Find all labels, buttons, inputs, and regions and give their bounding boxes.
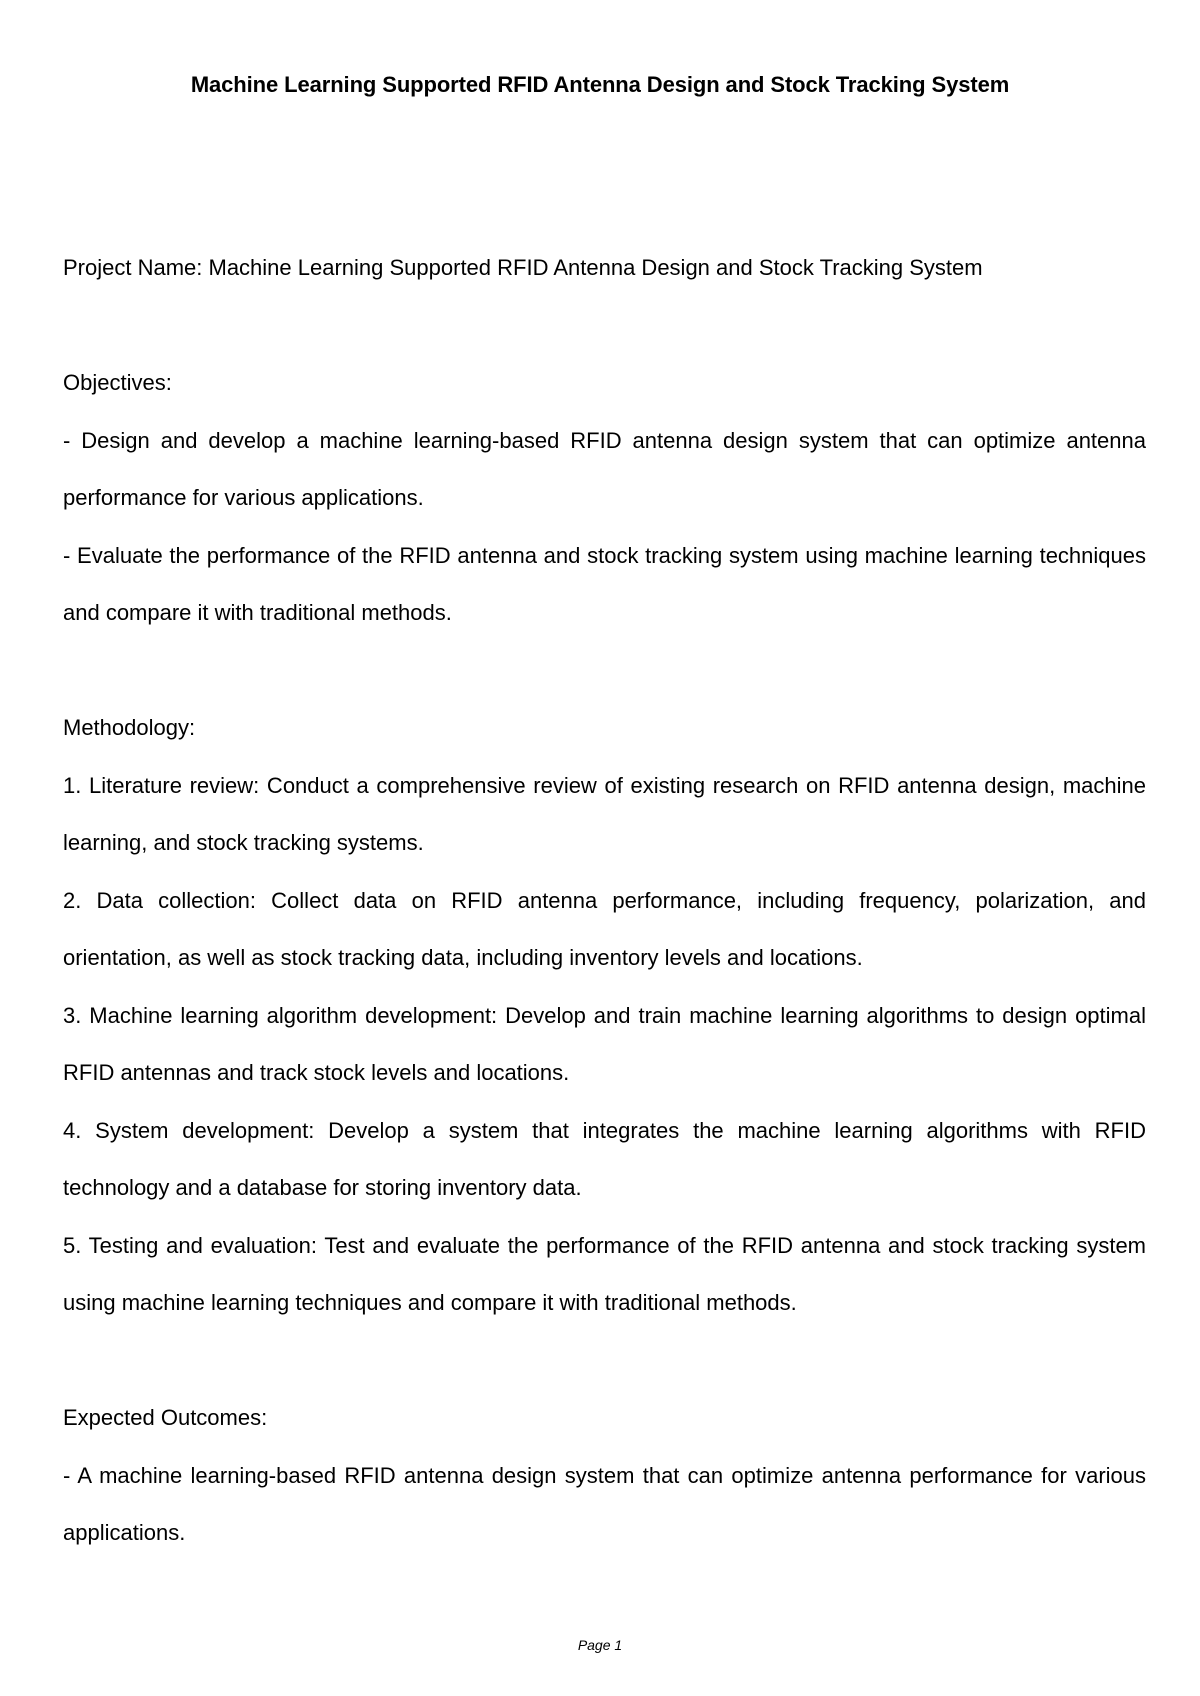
- document-title: Machine Learning Supported RFID Antenna Design and Stock Tracking System: [190, 72, 1010, 97]
- methodology-item: 2. Data collection: Collect data on RFID antenna performance, including frequency, polarization, and orientation, as well as stock tracking data, including inventory levels and locations.: [63, 887, 1146, 970]
- methodology-item: 5. Testing and evaluation: Test and evaluate the performance of the RFID antenna and stock tracking system using machine learning techniques and compare it with traditional methods.: [63, 1232, 1146, 1315]
- project-name: Project Name: Machine Learning Supported RFID Antenna Design and Stock Tracking System: [63, 255, 983, 280]
- objective-item: - Design and develop a machine learning-based RFID antenna design system that can optimize antenna performance for various applications.: [63, 427, 1146, 510]
- spacer: [63, 297, 1146, 355]
- spacer: [63, 1332, 1146, 1390]
- methodology-item: 4. System development: Develop a system that integrates the machine learning algorithms with RFID technology and a database for storing inventory data.: [63, 1117, 1146, 1200]
- spacer: [63, 642, 1146, 700]
- page-number: Page 1: [577, 1637, 623, 1653]
- document-body: [63, 239, 1146, 1562]
- methodology-item: 3. Machine learning algorithm development: Develop and train machine learning algorithms to design optimal RFID antennas and track stock levels and locations.: [63, 1002, 1146, 1085]
- objectives-heading: Objectives:: [63, 370, 172, 395]
- objective-item: - Evaluate the performance of the RFID antenna and stock tracking system using machine learning techniques and compare it with traditional methods.: [63, 542, 1146, 625]
- expected-outcome-item: - A machine learning-based RFID antenna design system that can optimize antenna performance for various applications.: [63, 1462, 1146, 1545]
- methodology-item: 1. Literature review: Conduct a comprehensive review of existing research on RFID antenna design, machine learning, and stock tracking systems.: [63, 772, 1146, 855]
- methodology-heading: Methodology:: [63, 715, 196, 740]
- expected-outcomes-heading: Expected Outcomes:: [63, 1405, 268, 1430]
